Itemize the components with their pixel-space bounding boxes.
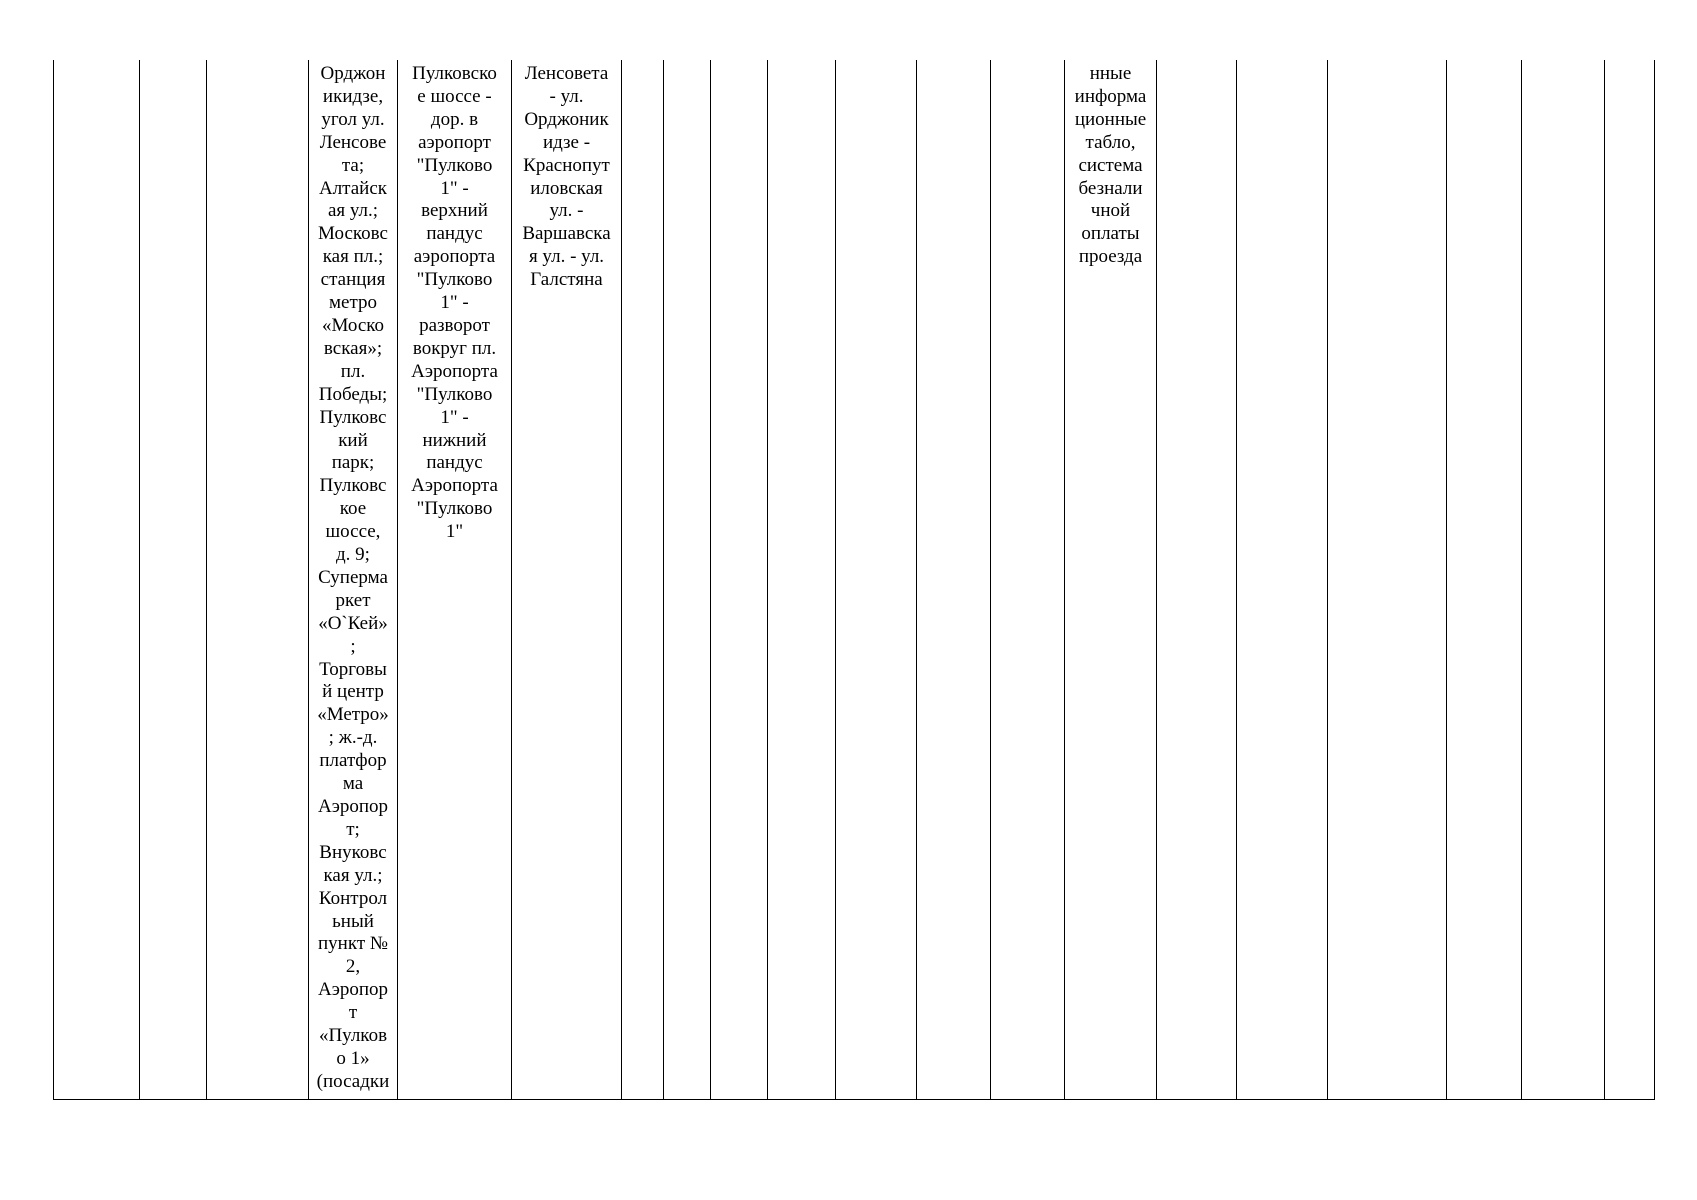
table-cell-col-13	[991, 60, 1065, 1100]
table-cell-col-7	[622, 60, 664, 1100]
table-cell-col-3	[207, 60, 309, 1100]
table-cell-col-1	[54, 60, 140, 1100]
table-cell-col-12	[917, 60, 991, 1100]
table-cell-col-16	[1237, 60, 1328, 1100]
table-cell-col-9	[711, 60, 768, 1100]
table-cell-col-18	[1447, 60, 1522, 1100]
route-backward-text: Ленсовета - ул. Орджоник идзе - Краснопут иловская ул. - Варшавска я ул. - ул. Галстяна	[522, 63, 611, 291]
table-row	[54, 60, 1655, 1100]
table-cell-col-17	[1328, 60, 1447, 1100]
route-forward-text: Пулковско е шоссе - дор. в аэропорт "Пулково 1" - верхний пандус аэропорта "Пулково 1" - разворот вокруг пл. Аэропорта "Пулково 1" - нижний пандус Аэропорта "Пулково 1"	[411, 63, 498, 543]
table-cell-route-backward	[512, 60, 622, 1100]
table-cell-col-8	[664, 60, 711, 1100]
table-cell-equipment	[1065, 60, 1157, 1100]
table-cell-col-20	[1605, 60, 1655, 1100]
table-cell-col-10	[768, 60, 836, 1100]
table-cell-col-15	[1157, 60, 1237, 1100]
equipment-text: нные информа ционные табло, система безнали чной оплаты проезда	[1074, 63, 1147, 268]
table-cell-route-forward	[398, 60, 512, 1100]
table-cell-col-11	[836, 60, 917, 1100]
stops-text: Орджон икидзе, угол ул. Ленсове та; Алтайск ая ул.; Московс кая пл.; станция метро «Моско вская»; пл. Победы; Пулковс кий парк; Пулковс кое шоссе, д. 9; Суперма ркет «О`Кей» ; Торговы й центр «Метро» ; ж.-д. платфор ма Аэропор т; Внуковс кая ул.; Контрол ьный пункт № 2, Аэропор т «Пулков о 1» (посадки	[316, 63, 390, 1092]
route-table	[53, 60, 1655, 1100]
table-cell-col-2	[140, 60, 207, 1100]
table-cell-stops	[309, 60, 398, 1100]
table-cell-col-19	[1522, 60, 1605, 1100]
